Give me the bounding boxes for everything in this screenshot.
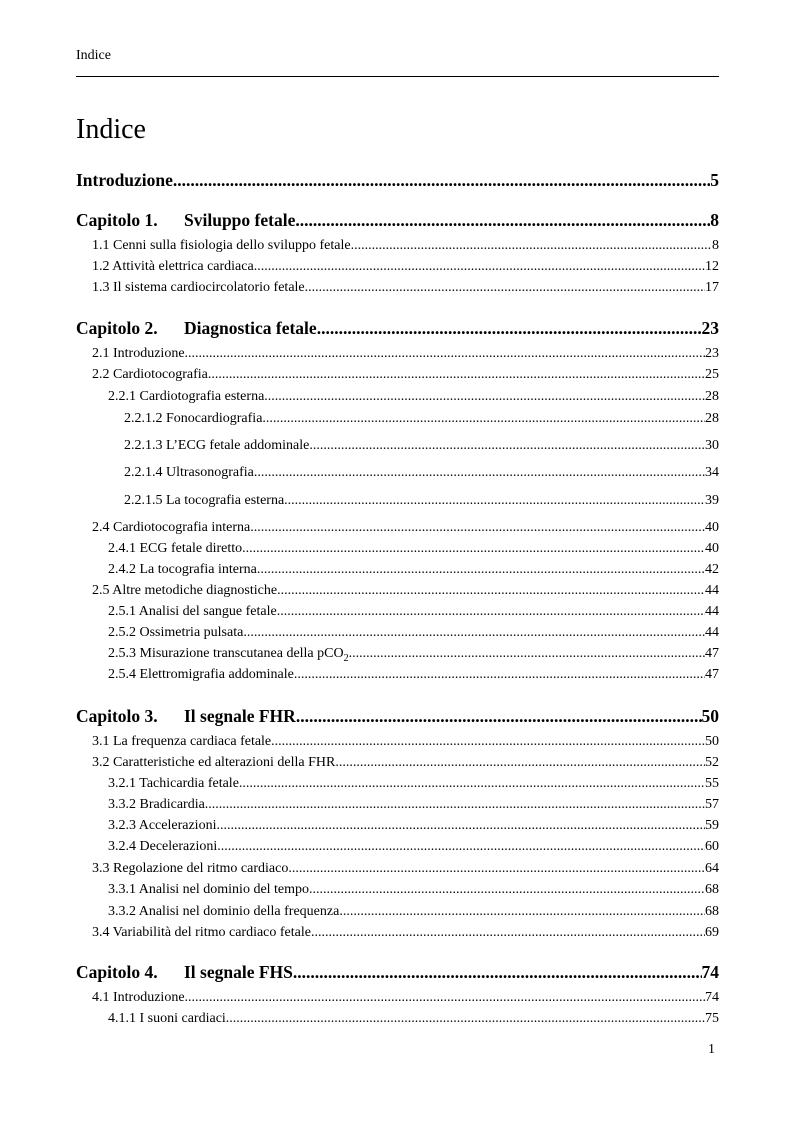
toc-leader [277, 583, 705, 599]
toc-entry[interactable] [108, 1011, 719, 1027]
toc-page: 42 [705, 562, 719, 577]
toc-entry[interactable] [108, 562, 719, 578]
toc-page: 69 [705, 925, 719, 940]
toc-page: 23 [701, 318, 719, 338]
toc-page: 8 [712, 238, 719, 253]
toc-page: 75 [705, 1011, 719, 1026]
toc-entry[interactable] [92, 734, 719, 750]
toc-entry[interactable] [108, 646, 719, 664]
toc-entry[interactable] [108, 625, 719, 641]
toc-page: 47 [705, 646, 719, 661]
toc-leader [335, 755, 705, 771]
toc-chapter-2[interactable] [76, 318, 719, 339]
toc-label: 4.1 Introduzione [92, 990, 185, 1005]
toc-leader [254, 465, 705, 481]
toc-leader [205, 797, 705, 813]
toc-leader [226, 1011, 705, 1027]
toc-label: 2.2 Cardiotocografia [92, 367, 208, 382]
toc-leader [257, 562, 705, 578]
toc-entry[interactable] [108, 839, 719, 855]
toc-leader [250, 520, 705, 536]
toc-label: Sviluppo fetale [184, 210, 296, 230]
toc-label: 2.2.1.4 Ultrasonografia [124, 465, 254, 480]
toc-page: 47 [705, 667, 719, 682]
toc-chapter-4[interactable] [76, 962, 719, 983]
toc-entry[interactable] [92, 280, 719, 296]
toc-entry[interactable] [108, 882, 719, 898]
toc-page: 59 [705, 818, 719, 833]
toc-label: Introduzione [76, 170, 173, 190]
toc-page: 68 [705, 904, 719, 919]
toc-page: 55 [705, 776, 719, 791]
toc-label: 2.5.2 Ossimetria pulsata [108, 625, 244, 640]
toc-leader [317, 318, 702, 339]
toc-leader [351, 238, 712, 254]
toc-page: 25 [705, 367, 719, 382]
toc-page: 17 [705, 280, 719, 295]
toc-page: 57 [705, 797, 719, 812]
toc-page: 74 [705, 990, 719, 1005]
toc-entry[interactable] [92, 259, 719, 275]
toc-label: 2.4 Cardiotocografia interna [92, 520, 251, 535]
toc-entry[interactable] [124, 493, 719, 509]
toc-page: 60 [705, 839, 719, 854]
toc-chapter-number: Capitolo 1. [76, 210, 158, 230]
toc-page: 39 [705, 493, 719, 508]
toc-page: 40 [705, 541, 719, 556]
toc-chapter-number: Capitolo 3. [76, 706, 158, 726]
toc-label: 2.5.4 Elettromigrafia addominale [108, 667, 294, 682]
toc-entry[interactable] [92, 238, 719, 254]
toc-entry[interactable] [108, 818, 719, 834]
toc-leader [217, 839, 705, 855]
toc-leader [309, 438, 705, 454]
page-title: Indice [76, 114, 146, 145]
toc-leader [262, 411, 705, 427]
toc-page: 44 [705, 625, 719, 640]
toc-label: 3.3.2 Bradicardia [108, 797, 205, 812]
toc-label: Il segnale FHS [184, 962, 293, 982]
toc-label: 4.1.1 I suoni cardiaci [108, 1011, 226, 1026]
toc-page: 8 [710, 210, 719, 230]
toc-entry[interactable] [92, 755, 719, 771]
toc-page: 44 [705, 604, 719, 619]
toc-label: 2.5.3 Misurazione transcutanea della pCO [108, 646, 344, 661]
toc-label: 2.2.1.5 La tocografia esterna [124, 493, 285, 508]
toc-leader [349, 646, 705, 662]
toc-label: 3.2.3 Accelerazioni [108, 818, 217, 833]
toc-label: 2.1 Introduzione [92, 346, 185, 361]
toc-leader [293, 962, 702, 983]
toc-label-subscript: 2 [343, 652, 349, 664]
toc-chapter-number: Capitolo 2. [76, 318, 158, 338]
toc-leader [216, 818, 705, 834]
toc-leader [243, 625, 705, 641]
toc-entry[interactable] [108, 604, 719, 620]
toc-label: 2.2.1.3 L’ECG fetale addominale [124, 438, 310, 453]
toc-leader [239, 776, 705, 792]
toc-label: 3.2.1 Tachicardia fetale [108, 776, 239, 791]
toc-page: 52 [705, 755, 719, 770]
toc-chapter-3[interactable] [76, 706, 719, 727]
toc-leader [185, 990, 705, 1006]
toc-page: 23 [705, 346, 719, 361]
page-number: 1 [708, 1042, 715, 1057]
toc-leader [271, 734, 705, 750]
toc-label: 3.4 Variabilità del ritmo cardiaco fetale [92, 925, 311, 940]
toc-page: 28 [705, 389, 719, 404]
toc-leader [294, 667, 705, 683]
toc-entry[interactable] [92, 583, 719, 599]
toc-label: 3.2 Caratteristiche ed alterazioni della FHR [92, 755, 336, 770]
toc-leader [339, 904, 705, 920]
toc-leader [173, 170, 710, 191]
toc-label: 1.2 Attività elettrica cardiaca [92, 259, 254, 274]
toc-label: 2.2.1 Cardiotografia esterna [108, 389, 265, 404]
toc-label: 3.3 Regolazione del ritmo cardiaco [92, 861, 289, 876]
toc-leader [296, 706, 702, 727]
toc-label: Diagnostica fetale [184, 318, 317, 338]
toc-label: 1.1 Cenni sulla fisiologia dello sviluppo fetale [92, 238, 351, 253]
toc-leader [288, 861, 705, 877]
toc-page: 34 [705, 465, 719, 480]
toc-leader [185, 346, 705, 362]
toc-entry[interactable] [124, 411, 719, 427]
toc-label: 1.3 Il sistema cardiocircolatorio fetale [92, 280, 305, 295]
toc-leader [305, 280, 705, 296]
toc-entry[interactable] [92, 520, 719, 536]
toc-page: 12 [705, 259, 719, 274]
toc-label: 2.5.1 Analisi del sangue fetale [108, 604, 277, 619]
toc-leader [284, 493, 705, 509]
toc-entry[interactable] [108, 797, 719, 813]
toc-entry[interactable] [108, 541, 719, 557]
toc-label: 2.5 Altre metodiche diagnostiche [92, 583, 278, 598]
toc-page: 50 [701, 706, 719, 726]
toc-label: 3.2.4 Decelerazioni [108, 839, 218, 854]
toc-entry[interactable] [92, 990, 719, 1006]
toc-leader [277, 604, 705, 620]
toc-entry[interactable] [108, 389, 719, 405]
toc-leader [254, 259, 705, 275]
running-header: Indice [76, 48, 111, 63]
toc-entry[interactable] [92, 346, 719, 362]
toc-label: 2.4.1 ECG fetale diretto [108, 541, 243, 556]
toc-page: 40 [705, 520, 719, 535]
toc-page: 5 [710, 170, 719, 190]
toc-label: Il segnale FHR [184, 706, 296, 726]
toc-entry-introduzione[interactable] [76, 170, 719, 191]
toc-leader [242, 541, 705, 557]
toc-entry[interactable] [108, 904, 719, 920]
toc-page: 28 [705, 411, 719, 426]
toc-entry[interactable] [92, 861, 719, 877]
toc-label: 3.3.1 Analisi nel dominio del tempo [108, 882, 310, 897]
toc-entry[interactable] [92, 367, 719, 383]
toc-leader [208, 367, 705, 383]
toc-entry[interactable] [108, 776, 719, 792]
toc-label: 3.3.2 Analisi nel dominio della frequenza [108, 904, 340, 919]
toc-page: 30 [705, 438, 719, 453]
toc-label: 2.2.1.2 Fonocardiografia [124, 411, 263, 426]
toc-page: 74 [701, 962, 719, 982]
toc-leader [295, 210, 710, 231]
toc-page: 44 [705, 583, 719, 598]
toc-page: 50 [705, 734, 719, 749]
toc-chapter-number: Capitolo 4. [76, 962, 158, 982]
toc-entry[interactable] [124, 438, 719, 454]
toc-chapter-1[interactable] [76, 210, 719, 231]
toc-entry[interactable] [124, 465, 719, 481]
toc-entry[interactable] [108, 667, 719, 683]
toc-label: 3.1 La frequenza cardiaca fetale [92, 734, 272, 749]
toc-page: 68 [705, 882, 719, 897]
toc-leader [311, 925, 705, 941]
toc-leader [264, 389, 705, 405]
toc-entry[interactable] [92, 925, 719, 941]
toc-page: 64 [705, 861, 719, 876]
toc-leader [309, 882, 705, 898]
toc-label: 2.4.2 La tocografia interna [108, 562, 257, 577]
